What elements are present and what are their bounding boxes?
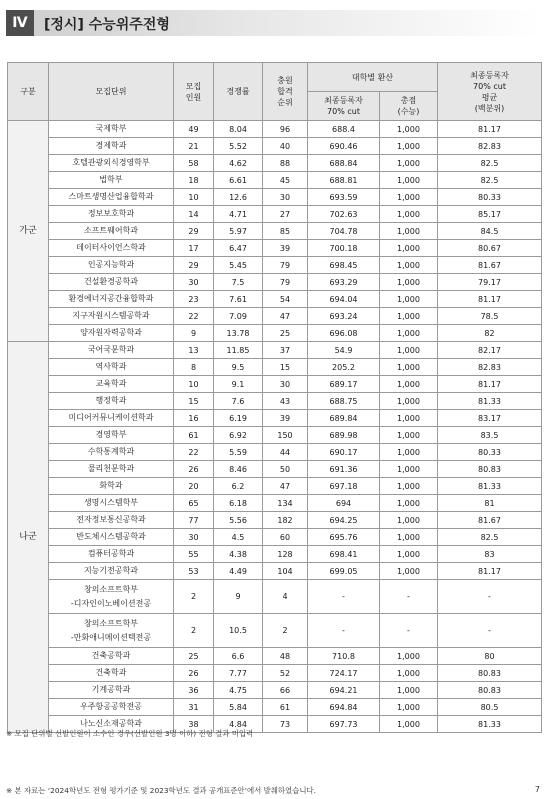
cell-total: 1,000 [380, 155, 438, 172]
cell-rate: 6.6 [214, 648, 263, 665]
cell-pct: 82.83 [438, 138, 542, 155]
cell-unit: 수학통계학과 [49, 444, 174, 461]
cell-unit-line2: -만화애니메이션텍전공 [70, 632, 152, 642]
cell-quota: 30 [174, 274, 214, 291]
table-row [8, 155, 542, 172]
cell-total: 1,000 [380, 648, 438, 665]
cell-quota: 53 [174, 563, 214, 580]
cell-pct: 81.33 [438, 478, 542, 495]
table-row [8, 461, 542, 478]
header-total: 총점 (수능) [380, 92, 438, 121]
cell-cut70: 688.81 [308, 172, 380, 189]
cell-quota: 22 [174, 308, 214, 325]
cell-unit: 행정학과 [49, 393, 174, 410]
cell-rank: 66 [263, 682, 308, 699]
cell-cut70: 694.84 [308, 699, 380, 716]
cell-unit: 소프트웨어학과 [49, 223, 174, 240]
cell-quota: 23 [174, 291, 214, 308]
cell-unit: 기계공학과 [49, 682, 174, 699]
cell-total: 1,000 [380, 495, 438, 512]
cell-quota: 9 [174, 325, 214, 342]
note-small-unit: ※ 모집 단위별 선발인원이 소수인 경우(선발인원 3명 이하) 전형 결과 미입력 [6, 729, 254, 738]
cell-unit: 화학과 [49, 478, 174, 495]
table-row [8, 138, 542, 155]
cell-unit-line2: -디자인이노베이션전공 [70, 598, 152, 608]
cell-total: 1,000 [380, 529, 438, 546]
section-title: [정시] 수능위주전형 [44, 17, 170, 33]
cell-total: 1,000 [380, 546, 438, 563]
cell-total: 1,000 [380, 376, 438, 393]
cell-unit: 컴퓨터공학과 [49, 546, 174, 563]
page-number: 7 [534, 785, 540, 794]
cell-pct: - [438, 580, 542, 614]
cell-quota: 26 [174, 665, 214, 682]
cell-cut70: 694.04 [308, 291, 380, 308]
cell-rate: 9.1 [214, 376, 263, 393]
cell-rate: 8.04 [214, 121, 263, 138]
cell-rank: 45 [263, 172, 308, 189]
table-row [8, 206, 542, 223]
cell-quota: 31 [174, 699, 214, 716]
cell-cut70: 693.59 [308, 189, 380, 206]
cell-quota: 77 [174, 512, 214, 529]
cell-rate: 5.56 [214, 512, 263, 529]
cell-quota: 2 [174, 614, 214, 648]
cell-total: 1,000 [380, 512, 438, 529]
cell-unit: 건축학과 [49, 665, 174, 682]
cell-pct: 82.83 [438, 359, 542, 376]
cell-cut70: 690.46 [308, 138, 380, 155]
cell-unit: 우주항공공학전공 [49, 699, 174, 716]
cell-quota: 10 [174, 189, 214, 206]
table-row [8, 223, 542, 240]
table-row [8, 478, 542, 495]
table-row [8, 342, 542, 359]
table-row [8, 376, 542, 393]
cell-cut70: 695.76 [308, 529, 380, 546]
cell-pct: 78.5 [438, 308, 542, 325]
table-row [8, 512, 542, 529]
cell-pct: 82.5 [438, 155, 542, 172]
table-row [8, 563, 542, 580]
cell-unit: 데이터사이언스학과 [49, 240, 174, 257]
table-row [8, 308, 542, 325]
header-rank: 충원 합격 순위 [263, 63, 308, 121]
header-percentile: 최종등록자 70% cut 평균 (백분위) [438, 63, 542, 121]
cell-pct: - [438, 614, 542, 648]
cell-pct: 81.33 [438, 393, 542, 410]
cell-rank: 73 [263, 716, 308, 733]
cell-quota: 10 [174, 376, 214, 393]
cell-unit: 인공지능학과 [49, 257, 174, 274]
admission-results-table [7, 62, 542, 733]
cell-rank: 2 [263, 614, 308, 648]
cell-quota: 22 [174, 444, 214, 461]
cell-unit: 생명시스템학부 [49, 495, 174, 512]
cell-unit: 물리천문학과 [49, 461, 174, 478]
cell-quota: 8 [174, 359, 214, 376]
cell-rate: 7.6 [214, 393, 263, 410]
cell-pct: 80.33 [438, 444, 542, 461]
cell-total: 1,000 [380, 665, 438, 682]
cell-rate: 5.84 [214, 699, 263, 716]
header-univ-conv: 대학별 환산 [308, 63, 438, 92]
cell-pct: 80.33 [438, 189, 542, 206]
cell-pct: 81.17 [438, 121, 542, 138]
cell-quota: 14 [174, 206, 214, 223]
table-row [8, 682, 542, 699]
cell-pct: 80.67 [438, 240, 542, 257]
cell-quota: 49 [174, 121, 214, 138]
cell-unit-line1: 창의소프트학부 [83, 618, 139, 628]
cell-rank: 182 [263, 512, 308, 529]
cell-unit [49, 614, 174, 648]
cell-rate: 8.46 [214, 461, 263, 478]
cell-cut70: - [308, 580, 380, 614]
cell-cut70: 688.84 [308, 155, 380, 172]
table-row [8, 121, 542, 138]
table-row [8, 291, 542, 308]
cell-total: 1,000 [380, 342, 438, 359]
cell-cut70: 691.36 [308, 461, 380, 478]
cell-rate: 10.5 [214, 614, 263, 648]
title-bar [34, 10, 542, 36]
cell-pct: 80.83 [438, 461, 542, 478]
cell-unit: 건축공학과 [49, 648, 174, 665]
cell-total: 1,000 [380, 563, 438, 580]
cell-pct: 83.17 [438, 410, 542, 427]
table-row [8, 257, 542, 274]
cell-unit: 국어국문학과 [49, 342, 174, 359]
cell-pct: 83.5 [438, 427, 542, 444]
cell-rate: 9.5 [214, 359, 263, 376]
table-row [8, 648, 542, 665]
cell-rank: 128 [263, 546, 308, 563]
cell-rate: 13.78 [214, 325, 263, 342]
cell-rank: 30 [263, 376, 308, 393]
cell-total: 1,000 [380, 682, 438, 699]
cell-unit: 경영학부 [49, 427, 174, 444]
cell-quota: 36 [174, 682, 214, 699]
cell-total: 1,000 [380, 274, 438, 291]
cell-quota: 16 [174, 410, 214, 427]
table-body [8, 121, 542, 733]
cell-cut70: 698.45 [308, 257, 380, 274]
cell-rate: 5.52 [214, 138, 263, 155]
cell-rate: 5.59 [214, 444, 263, 461]
cell-total: 1,000 [380, 189, 438, 206]
cell-unit: 법학부 [49, 172, 174, 189]
cell-total: 1,000 [380, 716, 438, 733]
cell-cut70: 704.78 [308, 223, 380, 240]
cell-pct: 82.5 [438, 529, 542, 546]
cell-quota: 30 [174, 529, 214, 546]
header-group: 구분 [8, 63, 49, 121]
cell-rate: 6.61 [214, 172, 263, 189]
cell-quota: 38 [174, 716, 214, 733]
cell-total: 1,000 [380, 325, 438, 342]
cell-quota: 58 [174, 155, 214, 172]
cell-cut70: 689.84 [308, 410, 380, 427]
cell-total: 1,000 [380, 444, 438, 461]
cell-cut70: 702.63 [308, 206, 380, 223]
table-row [8, 529, 542, 546]
cell-pct: 80 [438, 648, 542, 665]
cell-quota: 29 [174, 223, 214, 240]
cell-rank: 43 [263, 393, 308, 410]
cell-total: 1,000 [380, 478, 438, 495]
cell-rate: 7.09 [214, 308, 263, 325]
cell-cut70: 688.4 [308, 121, 380, 138]
cell-pct: 82.17 [438, 342, 542, 359]
header-competition: 경쟁률 [214, 63, 263, 121]
cell-unit: 양자원자력공학과 [49, 325, 174, 342]
cell-unit: 나노신소재공학과 [49, 716, 174, 733]
cell-cut70: 689.98 [308, 427, 380, 444]
cell-unit: 경제학과 [49, 138, 174, 155]
cell-cut70: 205.2 [308, 359, 380, 376]
cell-quota: 25 [174, 648, 214, 665]
cell-unit: 교육학과 [49, 376, 174, 393]
cell-rank: 85 [263, 223, 308, 240]
cell-quota: 55 [174, 546, 214, 563]
cell-unit: 지구자원시스템공학과 [49, 308, 174, 325]
cell-unit: 역사학과 [49, 359, 174, 376]
cell-pct: 80.83 [438, 682, 542, 699]
cell-pct: 81.67 [438, 512, 542, 529]
cell-total: 1,000 [380, 393, 438, 410]
cell-rate: 6.47 [214, 240, 263, 257]
cell-unit: 스마트생명산업융합학과 [49, 189, 174, 206]
cell-unit: 호텔관광외식경영학부 [49, 155, 174, 172]
cell-quota: 13 [174, 342, 214, 359]
cell-unit: 미디어커뮤니케이션학과 [49, 410, 174, 427]
cell-rate: 7.77 [214, 665, 263, 682]
cell-cut70: 694.21 [308, 682, 380, 699]
cell-total: 1,000 [380, 223, 438, 240]
cell-rank: 44 [263, 444, 308, 461]
cell-rank: 50 [263, 461, 308, 478]
cell-cut70: 697.18 [308, 478, 380, 495]
cell-rank: 39 [263, 410, 308, 427]
group-label: 나군 [8, 342, 49, 733]
cell-total: - [380, 614, 438, 648]
cell-cut70: 710.8 [308, 648, 380, 665]
cell-total: 1,000 [380, 699, 438, 716]
cell-rate: 7.61 [214, 291, 263, 308]
cell-cut70: 694.25 [308, 512, 380, 529]
table-row [8, 495, 542, 512]
table-row [8, 274, 542, 291]
cell-rank: 47 [263, 308, 308, 325]
cell-total: 1,000 [380, 121, 438, 138]
cell-rank: 47 [263, 478, 308, 495]
cell-pct: 81.17 [438, 563, 542, 580]
table-row [8, 665, 542, 682]
cell-quota: 26 [174, 461, 214, 478]
table-row [8, 410, 542, 427]
cell-rank: 96 [263, 121, 308, 138]
cell-total: 1,000 [380, 359, 438, 376]
note-source: ※ 본 자료는 ‘2024학년도 전형 평가기준 및 2023학년도 결과 공개표준안’에서 발췌하였습니다. [6, 786, 316, 795]
cell-total: 1,000 [380, 240, 438, 257]
cell-unit: 정보보호학과 [49, 206, 174, 223]
group-label: 가군 [8, 121, 49, 342]
cell-pct: 81.33 [438, 716, 542, 733]
cell-total: 1,000 [380, 427, 438, 444]
cell-rank: 79 [263, 257, 308, 274]
cell-rank: 25 [263, 325, 308, 342]
cell-pct: 81.17 [438, 291, 542, 308]
cell-cut70: 698.41 [308, 546, 380, 563]
cell-quota: 15 [174, 393, 214, 410]
cell-cut70: 689.17 [308, 376, 380, 393]
cell-cut70: 699.05 [308, 563, 380, 580]
cell-rate: 5.97 [214, 223, 263, 240]
table-row [8, 325, 542, 342]
cell-total: 1,000 [380, 172, 438, 189]
cell-cut70: 694 [308, 495, 380, 512]
section-number-chip: Ⅳ [6, 10, 34, 36]
cell-quota: 65 [174, 495, 214, 512]
cell-pct: 80.5 [438, 699, 542, 716]
cell-rate: 6.18 [214, 495, 263, 512]
cell-rate: 4.5 [214, 529, 263, 546]
cell-quota: 2 [174, 580, 214, 614]
cell-cut70: 697.73 [308, 716, 380, 733]
cell-cut70: 690.17 [308, 444, 380, 461]
table-row [8, 240, 542, 257]
table-row [8, 699, 542, 716]
cell-rank: 134 [263, 495, 308, 512]
cell-unit: 반도체시스템공학과 [49, 529, 174, 546]
cell-rate: 5.45 [214, 257, 263, 274]
table-row [8, 359, 542, 376]
cell-total: - [380, 580, 438, 614]
cell-rank: 30 [263, 189, 308, 206]
table-row [8, 580, 542, 614]
cell-pct: 81.67 [438, 257, 542, 274]
cell-rank: 15 [263, 359, 308, 376]
cell-rank: 39 [263, 240, 308, 257]
cell-total: 1,000 [380, 291, 438, 308]
cell-cut70: 724.17 [308, 665, 380, 682]
cell-pct: 85.17 [438, 206, 542, 223]
cell-rank: 27 [263, 206, 308, 223]
cell-rank: 40 [263, 138, 308, 155]
cell-unit-line1: 창의소프트학부 [83, 584, 139, 594]
cell-rate: 6.92 [214, 427, 263, 444]
header-final-70cut: 최종등록자 70% cut [308, 92, 380, 121]
cell-rank: 4 [263, 580, 308, 614]
cell-rate: 4.38 [214, 546, 263, 563]
cell-total: 1,000 [380, 206, 438, 223]
cell-quota: 18 [174, 172, 214, 189]
cell-unit: 환경에너지공간융합학과 [49, 291, 174, 308]
cell-unit: 국제학부 [49, 121, 174, 138]
cell-cut70: 693.24 [308, 308, 380, 325]
cell-rank: 79 [263, 274, 308, 291]
cell-pct: 79.17 [438, 274, 542, 291]
cell-unit: 건설환경공학과 [49, 274, 174, 291]
cell-pct: 84.5 [438, 223, 542, 240]
table-row [8, 427, 542, 444]
cell-rank: 52 [263, 665, 308, 682]
cell-total: 1,000 [380, 257, 438, 274]
cell-rank: 54 [263, 291, 308, 308]
cell-total: 1,000 [380, 138, 438, 155]
cell-quota: 21 [174, 138, 214, 155]
cell-rank: 150 [263, 427, 308, 444]
cell-rate: 6.2 [214, 478, 263, 495]
cell-rank: 48 [263, 648, 308, 665]
table-row [8, 614, 542, 648]
cell-unit [49, 580, 174, 614]
cell-rate: 4.75 [214, 682, 263, 699]
table-row [8, 189, 542, 206]
cell-rate: 4.49 [214, 563, 263, 580]
cell-cut70: - [308, 614, 380, 648]
cell-pct: 82 [438, 325, 542, 342]
table-row [8, 546, 542, 563]
table-row [8, 444, 542, 461]
cell-total: 1,000 [380, 461, 438, 478]
cell-total: 1,000 [380, 308, 438, 325]
section-header [6, 10, 542, 36]
cell-rank: 60 [263, 529, 308, 546]
cell-cut70: 693.29 [308, 274, 380, 291]
cell-pct: 80.83 [438, 665, 542, 682]
header-quota: 모집 인원 [174, 63, 214, 121]
cell-rank: 37 [263, 342, 308, 359]
cell-unit: 전자정보통신공학과 [49, 512, 174, 529]
cell-rate: 4.84 [214, 716, 263, 733]
cell-cut70: 700.18 [308, 240, 380, 257]
cell-pct: 81 [438, 495, 542, 512]
cell-rate: 11.85 [214, 342, 263, 359]
cell-cut70: 54.9 [308, 342, 380, 359]
cell-quota: 29 [174, 257, 214, 274]
cell-quota: 20 [174, 478, 214, 495]
cell-rate: 9 [214, 580, 263, 614]
cell-total: 1,000 [380, 410, 438, 427]
cell-rate: 4.71 [214, 206, 263, 223]
cell-rate: 7.5 [214, 274, 263, 291]
cell-rank: 88 [263, 155, 308, 172]
table-row [8, 393, 542, 410]
cell-pct: 81.17 [438, 376, 542, 393]
cell-cut70: 688.75 [308, 393, 380, 410]
cell-quota: 17 [174, 240, 214, 257]
cell-rank: 104 [263, 563, 308, 580]
cell-rate: 12.6 [214, 189, 263, 206]
cell-rank: 61 [263, 699, 308, 716]
cell-pct: 82.5 [438, 172, 542, 189]
table-row [8, 172, 542, 189]
cell-pct: 83 [438, 546, 542, 563]
cell-cut70: 696.08 [308, 325, 380, 342]
cell-rate: 6.19 [214, 410, 263, 427]
cell-unit: 지능기전공학과 [49, 563, 174, 580]
header-unit: 모집단위 [49, 63, 174, 121]
cell-rate: 4.62 [214, 155, 263, 172]
cell-quota: 61 [174, 427, 214, 444]
